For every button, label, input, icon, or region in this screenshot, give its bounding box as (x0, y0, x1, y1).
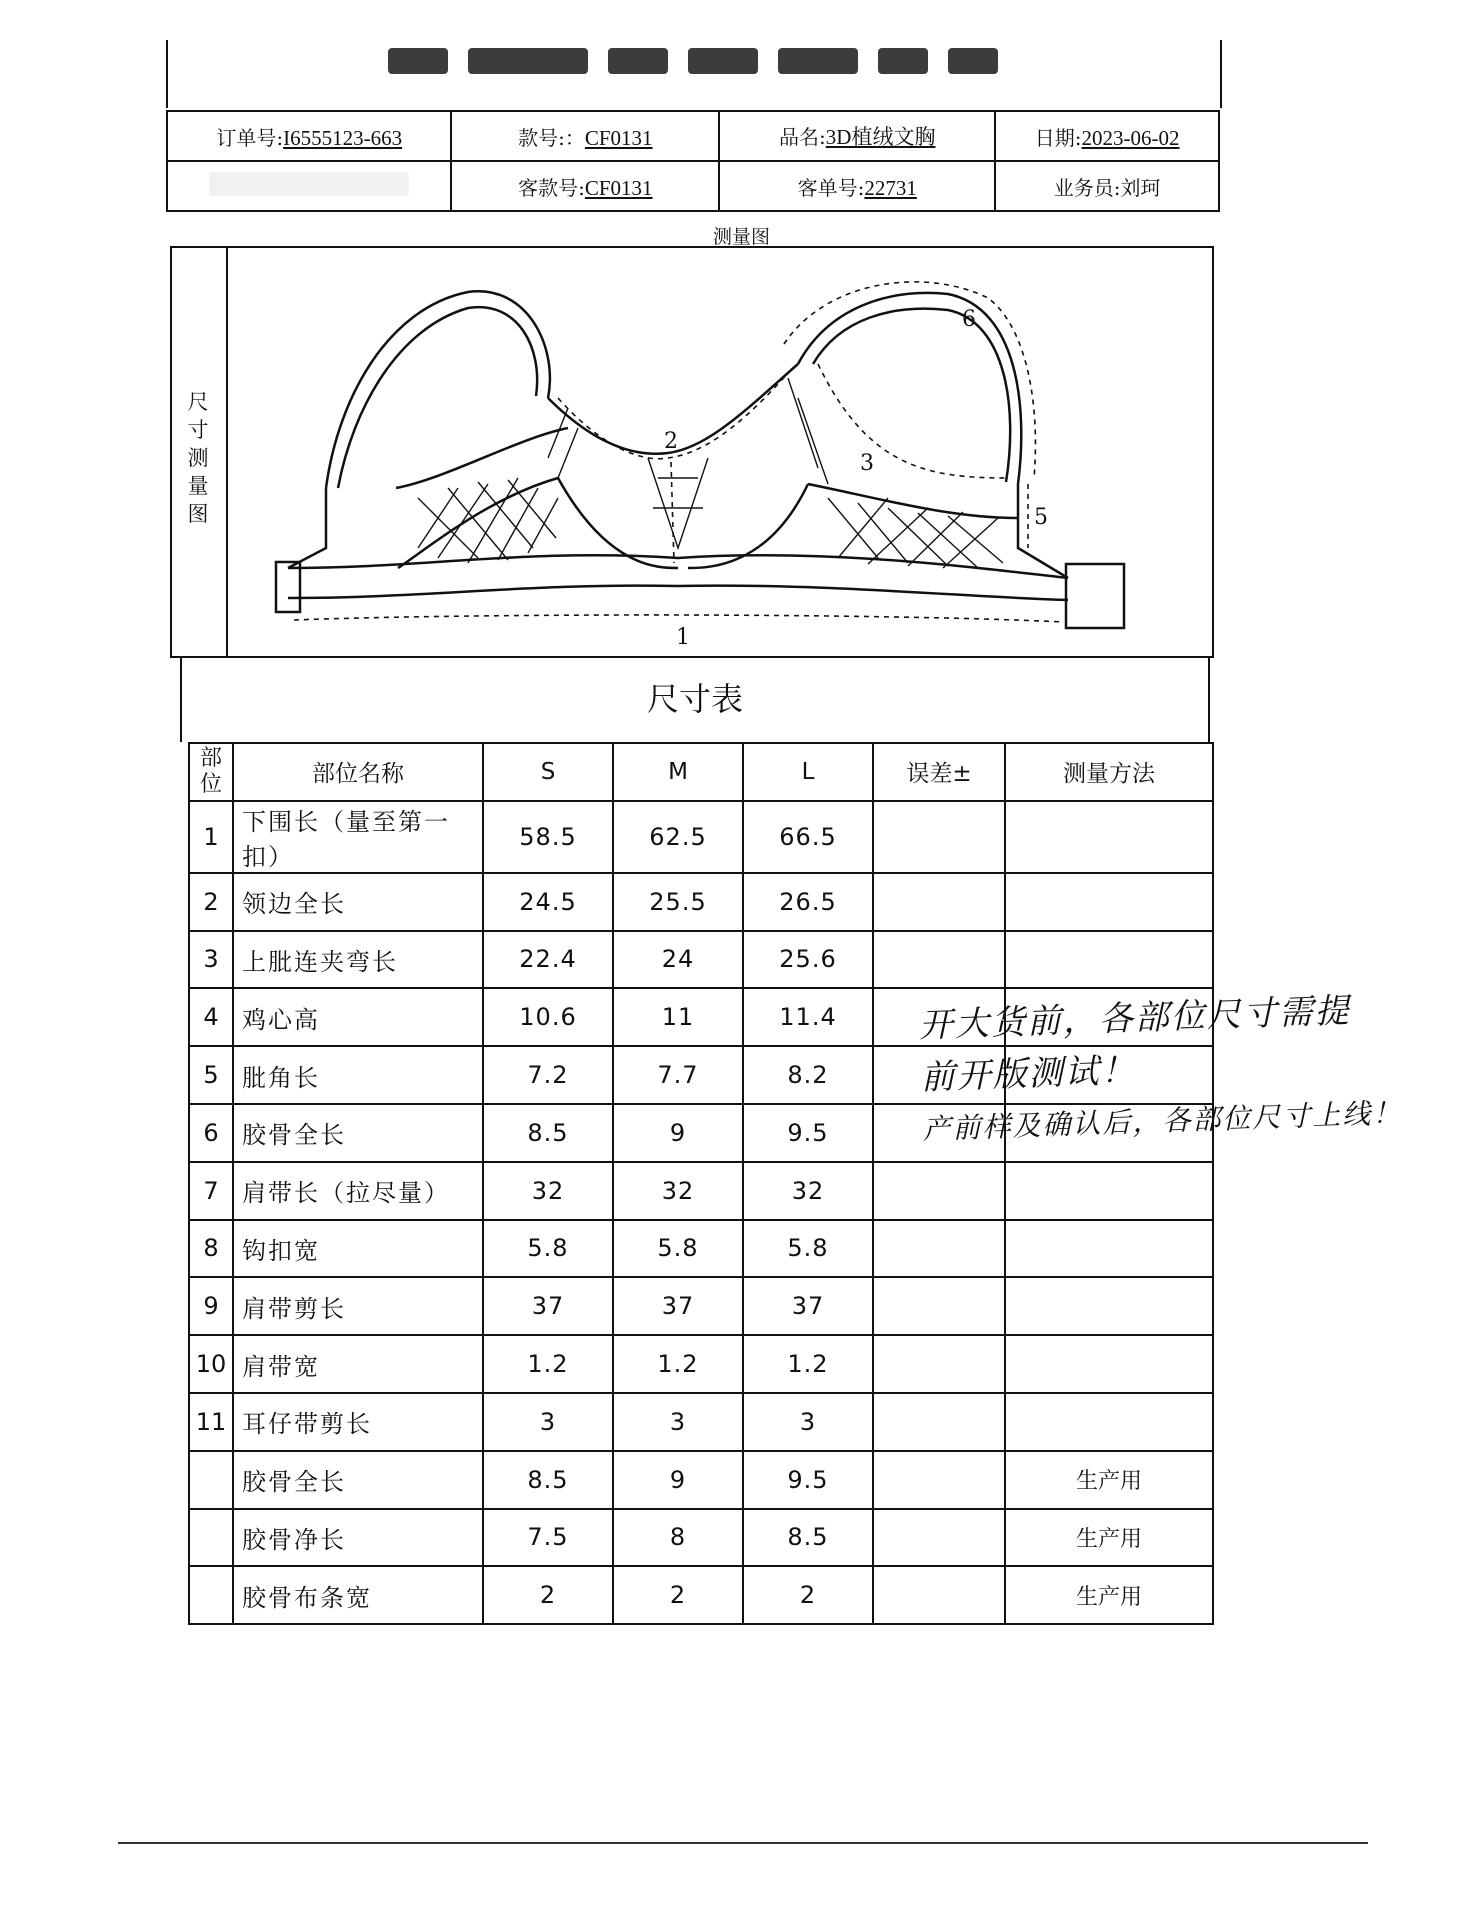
method-value (1005, 1162, 1213, 1220)
size-l-value: 32 (743, 1162, 873, 1220)
size-table (188, 742, 1214, 1625)
table-row (189, 873, 1213, 931)
method-value (1005, 1277, 1213, 1335)
method-value (1005, 1335, 1213, 1393)
tolerance-value (873, 931, 1005, 989)
size-s-value: 7.5 (483, 1509, 613, 1567)
client-style-cell (451, 161, 719, 211)
size-l-value: 9.5 (743, 1104, 873, 1162)
method-value: 生产用 (1005, 1451, 1213, 1509)
table-row (189, 1277, 1213, 1335)
header-size-s: S (483, 743, 613, 801)
size-l-value: 5.8 (743, 1220, 873, 1278)
part-name: 胶骨全长 (233, 1104, 483, 1162)
header-method: 测量方法 (1005, 743, 1213, 801)
part-name: 肶角长 (233, 1046, 483, 1104)
size-s-value: 1.2 (483, 1335, 613, 1393)
style-number-value: CF0131 (584, 125, 653, 150)
point-label-3: 3 (860, 451, 874, 476)
size-l-value: 9.5 (743, 1451, 873, 1509)
position-number: 2 (189, 873, 233, 931)
table-row (189, 1509, 1213, 1567)
point-label-1: 1 (676, 625, 690, 650)
bra-sketch (228, 248, 1212, 656)
size-l-value: 66.5 (743, 801, 873, 873)
tolerance-value (873, 1509, 1005, 1567)
size-s-value: 8.5 (483, 1451, 613, 1509)
size-m-value: 2 (613, 1566, 743, 1624)
salesperson-label: 业务员: (1053, 175, 1121, 200)
center-gore-line (671, 462, 674, 563)
method-value (1005, 931, 1213, 989)
position-number (189, 1451, 233, 1509)
part-name: 肩带宽 (233, 1335, 483, 1393)
size-l-value: 1.2 (743, 1335, 873, 1393)
note-line-2: 前开版测试！ (920, 1050, 1138, 1098)
client-order-label: 客单号: (797, 175, 865, 200)
date-label: 日期: (1034, 125, 1082, 150)
note-line-1: 开大货前，各部位尺寸需提 (918, 990, 1352, 1046)
header-tolerance: 误差± (873, 743, 1005, 801)
size-s-value: 8.5 (483, 1104, 613, 1162)
point-label-2: 2 (664, 429, 678, 454)
method-value (1005, 1220, 1213, 1278)
position-number: 10 (189, 1335, 233, 1393)
side-char-1: 尺 (187, 390, 209, 414)
product-name-value: 3D植绒文胸 (825, 125, 936, 149)
tolerance-value (873, 1162, 1005, 1220)
client-order-value: 22731 (864, 175, 917, 200)
part-name: 胶骨净长 (233, 1509, 483, 1567)
date-value: 2023-06-02 (1081, 125, 1180, 150)
right-cup-outline (798, 293, 1021, 484)
measurement-diagram (170, 246, 1214, 658)
table-row (189, 1393, 1213, 1451)
size-m-value: 24 (613, 931, 743, 989)
part-name: 钩扣宽 (233, 1220, 483, 1278)
salesperson-value: 刘珂 (1120, 175, 1161, 200)
side-char-3: 测 (187, 446, 209, 470)
header-position: 部位 (189, 743, 233, 801)
size-s-value: 32 (483, 1162, 613, 1220)
table-row (189, 1162, 1213, 1220)
document-title-cutoff (166, 40, 1222, 108)
tolerance-value (873, 1220, 1005, 1278)
size-s-value: 7.2 (483, 1046, 613, 1104)
size-table-header (189, 743, 1213, 801)
size-m-value: 9 (613, 1451, 743, 1509)
size-l-value: 3 (743, 1393, 873, 1451)
product-name-cell (719, 111, 995, 161)
diagram-caption: 测量图 (712, 226, 770, 248)
tolerance-value (873, 1451, 1005, 1509)
side-char-2: 寸 (187, 418, 209, 442)
order-number-value: I6555123-663 (283, 125, 403, 150)
size-m-value: 7.7 (613, 1046, 743, 1104)
size-s-value: 10.6 (483, 988, 613, 1046)
measure-line-1 (294, 615, 1064, 622)
order-info-table (166, 110, 1220, 212)
size-m-value: 9 (613, 1104, 743, 1162)
position-number: 9 (189, 1277, 233, 1335)
position-number: 8 (189, 1220, 233, 1278)
table-row (189, 801, 1213, 873)
size-m-value: 25.5 (613, 873, 743, 931)
part-name: 上肶连夹弯长 (233, 931, 483, 989)
table-row (189, 1220, 1213, 1278)
part-name: 鸡心高 (233, 988, 483, 1046)
method-value: 生产用 (1005, 1509, 1213, 1567)
point-label-6: 6 (962, 307, 976, 332)
tolerance-value (873, 1277, 1005, 1335)
product-name-label: 品名: (779, 125, 826, 149)
client-order-cell (719, 161, 995, 211)
size-m-value: 1.2 (613, 1335, 743, 1393)
table-row (189, 1451, 1213, 1509)
position-number: 5 (189, 1046, 233, 1104)
tolerance-value (873, 1335, 1005, 1393)
client-style-label: 客款号: (518, 175, 585, 200)
header-size-l: L (743, 743, 873, 801)
size-m-value: 3 (613, 1393, 743, 1451)
size-l-value: 37 (743, 1277, 873, 1335)
tolerance-value (873, 873, 1005, 931)
diagram-side-label (172, 248, 228, 656)
header-size-m: M (613, 743, 743, 801)
redacted-cell (167, 161, 451, 211)
method-value (1005, 873, 1213, 931)
side-char-5: 图 (187, 502, 209, 526)
date-cell (995, 111, 1219, 161)
position-number: 3 (189, 931, 233, 989)
size-l-value: 8.2 (743, 1046, 873, 1104)
size-m-value: 37 (613, 1277, 743, 1335)
position-number: 7 (189, 1162, 233, 1220)
table-row (189, 1335, 1213, 1393)
method-value (1005, 801, 1213, 873)
order-number-label: 订单号: (216, 125, 284, 150)
size-l-value: 25.6 (743, 931, 873, 989)
size-s-value: 58.5 (483, 801, 613, 873)
salesperson-cell (995, 161, 1219, 211)
size-s-value: 2 (483, 1566, 613, 1624)
part-name: 肩带剪长 (233, 1277, 483, 1335)
size-l-value: 2 (743, 1566, 873, 1624)
band-top (288, 555, 1068, 578)
note-line-3: 产前样及确认后，各部位尺寸上线！ (921, 1096, 1403, 1146)
handwritten-note (918, 983, 1403, 1156)
size-table-title: 尺寸表 (180, 656, 1210, 742)
size-s-value: 37 (483, 1277, 613, 1335)
method-value: 生产用 (1005, 1566, 1213, 1624)
client-style-value: CF0131 (584, 175, 653, 200)
size-s-value: 22.4 (483, 931, 613, 989)
side-char-4: 量 (187, 474, 209, 498)
table-row (189, 1566, 1213, 1624)
measure-line-3 (818, 364, 1008, 478)
position-number: 11 (189, 1393, 233, 1451)
order-number-cell (167, 111, 451, 161)
tolerance-value (873, 801, 1005, 873)
part-name: 下围长（量至第一扣） (233, 801, 483, 873)
size-m-value: 62.5 (613, 801, 743, 873)
footer-rule (118, 1842, 1368, 1844)
size-l-value: 26.5 (743, 873, 873, 931)
size-s-value: 24.5 (483, 873, 613, 931)
style-number-label: 款号: (518, 125, 565, 150)
style-number-cell: 款号:：CF0131 (451, 111, 719, 161)
part-name: 肩带长（拉尽量） (233, 1162, 483, 1220)
part-name: 领边全长 (233, 873, 483, 931)
measure-line-6 (784, 282, 1035, 478)
size-m-value: 5.8 (613, 1220, 743, 1278)
position-number (189, 1509, 233, 1567)
tolerance-value (873, 1393, 1005, 1451)
redacted-block (209, 172, 409, 196)
band-bottom (288, 586, 1068, 600)
position-number: 4 (189, 988, 233, 1046)
part-name: 耳仔带剪长 (233, 1393, 483, 1451)
position-number (189, 1566, 233, 1624)
tolerance-value (873, 1566, 1005, 1624)
hook-eye-tape (1066, 564, 1124, 628)
size-m-value: 11 (613, 988, 743, 1046)
table-row (189, 931, 1213, 989)
size-l-value: 8.5 (743, 1509, 873, 1567)
size-s-value: 3 (483, 1393, 613, 1451)
size-m-value: 8 (613, 1509, 743, 1567)
size-s-value: 5.8 (483, 1220, 613, 1278)
position-number: 1 (189, 801, 233, 873)
size-m-value: 32 (613, 1162, 743, 1220)
part-name: 胶骨全长 (233, 1451, 483, 1509)
size-l-value: 11.4 (743, 988, 873, 1046)
point-label-5: 5 (1034, 505, 1048, 530)
method-value (1005, 1393, 1213, 1451)
position-number: 6 (189, 1104, 233, 1162)
header-part-name: 部位名称 (233, 743, 483, 801)
part-name: 胶骨布条宽 (233, 1566, 483, 1624)
